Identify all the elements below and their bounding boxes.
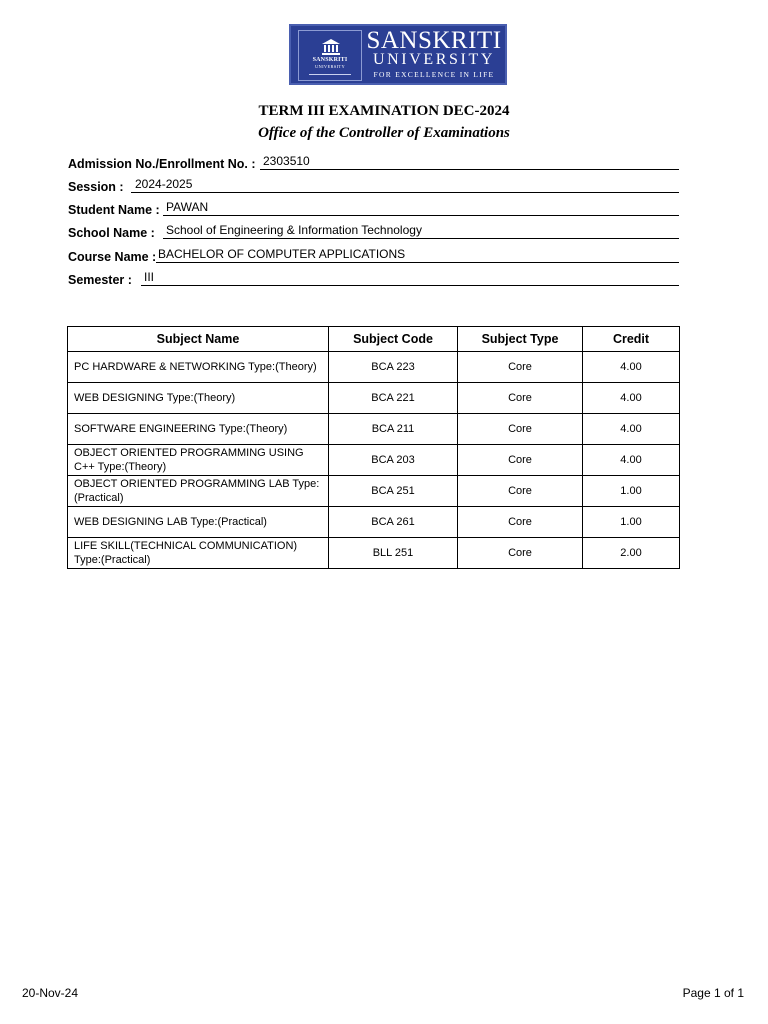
header-subject-type: Subject Type <box>458 327 583 352</box>
footer-page-number: Page 1 of 1 <box>682 986 744 1000</box>
subject-code-cell: BCA 221 <box>329 383 458 414</box>
logo-subname: UNIVERSITY <box>373 51 495 68</box>
credit-cell: 1.00 <box>583 507 680 538</box>
footer-date: 20-Nov-24 <box>22 986 79 1000</box>
subject-type-cell: Core <box>458 476 583 507</box>
table-row <box>68 383 680 414</box>
session-label: Session : <box>68 180 124 194</box>
course-name-field <box>68 247 679 265</box>
subject-code-cell: BCA 223 <box>329 352 458 383</box>
exam-title: TERM III EXAMINATION DEC-2024 <box>258 103 510 119</box>
table-row <box>68 445 680 476</box>
admission-label: Admission No./Enrollment No. : <box>68 157 256 171</box>
credit-cell: 4.00 <box>583 414 680 445</box>
school-name-underline <box>163 238 679 239</box>
admission-underline <box>260 169 679 170</box>
school-name-field <box>68 223 679 241</box>
course-name-value: BACHELOR OF COMPUTER APPLICATIONS <box>158 247 406 261</box>
student-name-underline <box>163 215 679 216</box>
session-field <box>68 177 679 195</box>
subject-type-cell: Core <box>458 445 583 476</box>
course-name-label: Course Name : <box>68 250 157 264</box>
subject-code-cell: BCA 211 <box>329 414 458 445</box>
credit-cell: 4.00 <box>583 352 680 383</box>
building-icon <box>322 39 340 55</box>
subject-type-cell: Core <box>458 352 583 383</box>
table-row <box>68 352 680 383</box>
semester-label: Semester : <box>68 273 132 287</box>
school-name-label: School Name : <box>68 226 155 240</box>
admission-field <box>68 154 679 172</box>
credit-cell: 1.00 <box>583 476 680 507</box>
student-name-field <box>68 200 679 218</box>
semester-field <box>68 270 679 288</box>
school-name-value: School of Engineering & Information Technology <box>166 223 422 237</box>
subject-code-cell: BLL 251 <box>329 538 458 569</box>
table-row <box>68 507 680 538</box>
table-row <box>68 538 680 569</box>
student-name-label: Student Name : <box>68 203 160 217</box>
table-row <box>68 476 680 507</box>
emblem-sub: UNIVERSITY <box>315 64 345 69</box>
subject-name-cell: LIFE SKILL(TECHNICAL COMMUNICATION) Type:(Practical) <box>68 538 329 569</box>
admission-value: 2303510 <box>263 154 310 168</box>
subject-type-cell: Core <box>458 538 583 569</box>
session-underline <box>131 192 679 193</box>
semester-value: III <box>144 270 155 284</box>
credit-cell: 2.00 <box>583 538 680 569</box>
subject-code-cell: BCA 261 <box>329 507 458 538</box>
emblem-name: SANSKRITI <box>312 57 348 63</box>
office-subtitle: Office of the Controller of Examinations <box>258 125 510 141</box>
subject-name-cell: WEB DESIGNING LAB Type:(Practical) <box>68 507 329 538</box>
subject-name-cell: PC HARDWARE & NETWORKING Type:(Theory) <box>68 352 329 383</box>
logo-tagline: FOR EXCELLENCE IN LIFE <box>373 70 495 79</box>
session-value: 2024-2025 <box>135 177 193 191</box>
table-row <box>68 414 680 445</box>
subjects-table <box>67 326 680 569</box>
credit-cell: 4.00 <box>583 445 680 476</box>
header-credit: Credit <box>583 327 680 352</box>
semester-underline <box>141 285 679 286</box>
subject-type-cell: Core <box>458 414 583 445</box>
university-logo <box>289 24 507 85</box>
subject-type-cell: Core <box>458 507 583 538</box>
subject-name-cell: OBJECT ORIENTED PROGRAMMING USING C++ Type:(Theory) <box>68 445 329 476</box>
subject-type-cell: Core <box>458 383 583 414</box>
logo-emblem <box>298 30 362 81</box>
subject-name-cell: OBJECT ORIENTED PROGRAMMING LAB Type:(Practical) <box>68 476 329 507</box>
subject-name-cell: WEB DESIGNING Type:(Theory) <box>68 383 329 414</box>
credit-cell: 4.00 <box>583 383 680 414</box>
subject-name-cell: SOFTWARE ENGINEERING Type:(Theory) <box>68 414 329 445</box>
logo-name: SANSKRITI <box>366 27 502 54</box>
course-name-underline <box>156 262 679 263</box>
table-header-row <box>68 327 680 352</box>
student-name-value: PAWAN <box>166 200 209 214</box>
subject-code-cell: BCA 203 <box>329 445 458 476</box>
emblem-divider <box>309 74 351 75</box>
header-subject-code: Subject Code <box>329 327 458 352</box>
header-subject-name: Subject Name <box>68 327 329 352</box>
subject-code-cell: BCA 251 <box>329 476 458 507</box>
